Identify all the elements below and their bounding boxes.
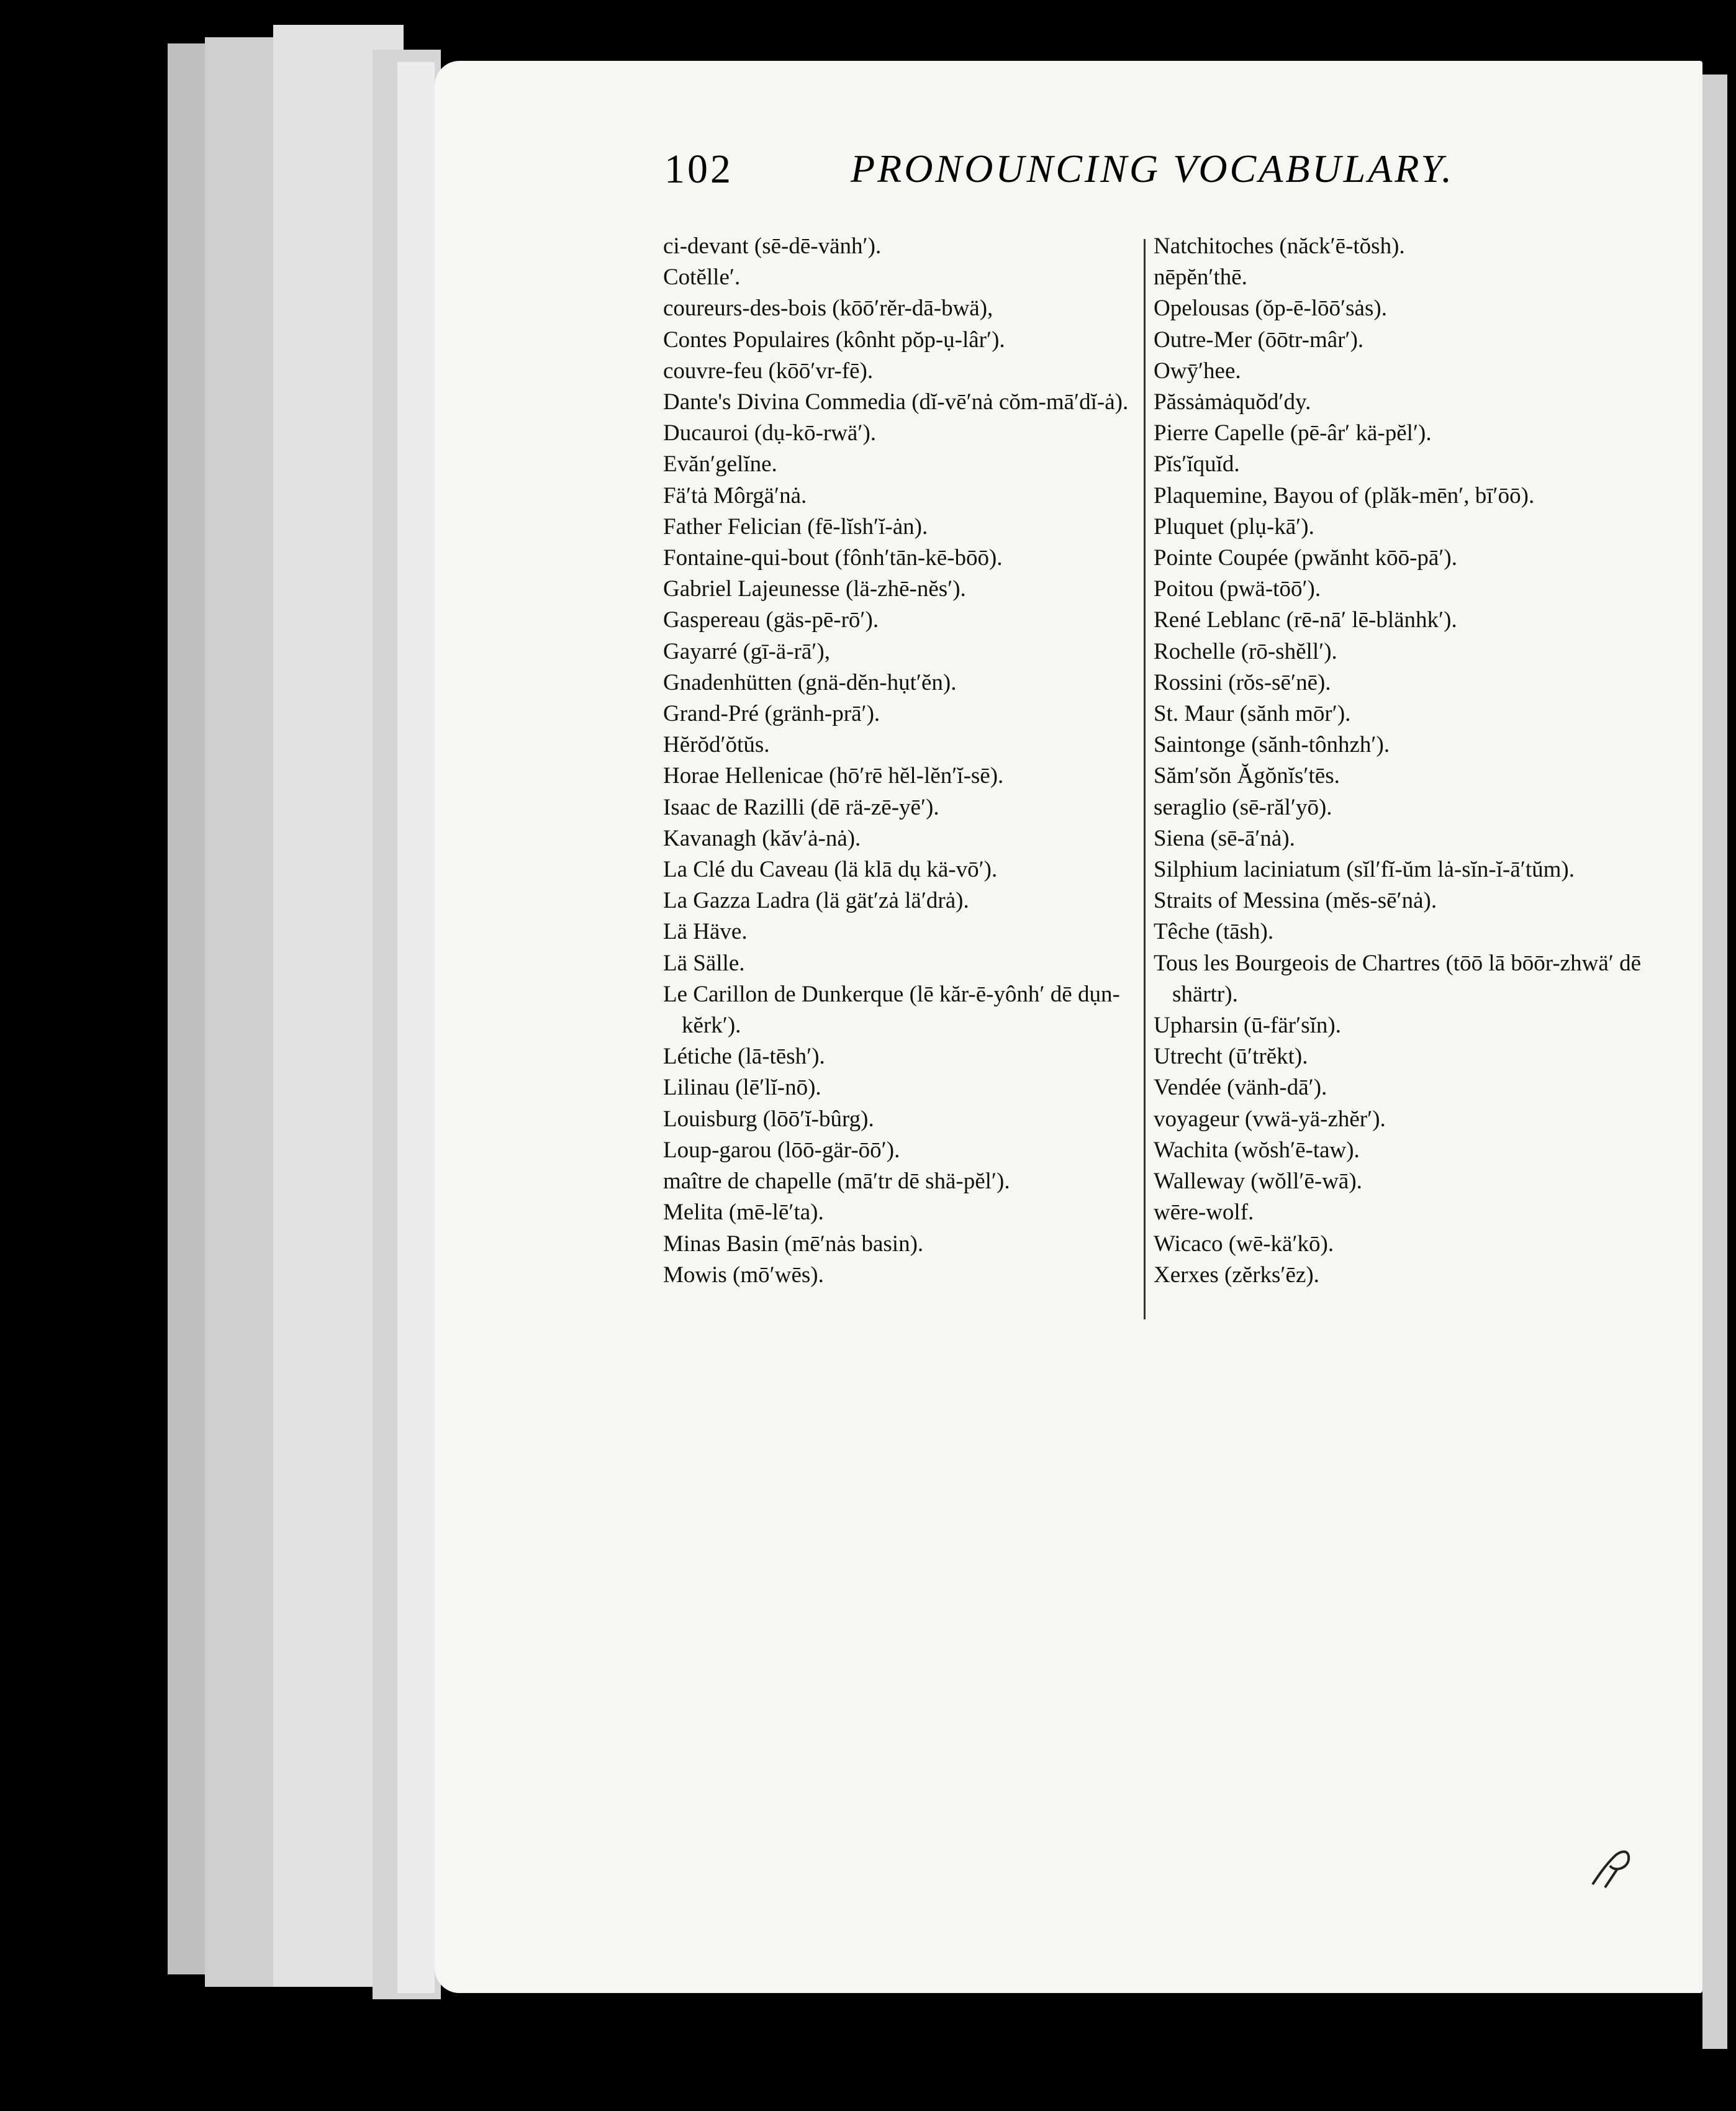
vocabulary-entry: Dante's Divina Commedia (dĭ-vē′nȧ cŏm-mā′dĭ-ȧ). [663, 389, 1129, 415]
vocabulary-entry: Vendée (vänh-dā′). [1154, 1075, 1327, 1101]
vocabulary-entry: Horae Hellenicae (hō′rē hĕl-lĕn′ĭ-sē). [663, 763, 1004, 789]
vocabulary-entry: Saintonge (sănh-tônhzh′). [1154, 732, 1390, 758]
vocabulary-entry: Walleway (wŏll′ē-wā). [1154, 1169, 1362, 1195]
vocabulary-entry: Plaquemine, Bayou of (plăk-mēn′, bī′ōō). [1154, 482, 1535, 509]
vocabulary-entry: Straits of Messina (mĕs-sē′nȧ). [1154, 888, 1437, 914]
vocabulary-entry: Father Felician (fē-lĭsh′ĭ-ȧn). [663, 513, 928, 540]
vocabulary-entry: Loup-garou (lōō-gär-ōō′). [663, 1137, 900, 1163]
vocabulary-entry: St. Maur (sănh mōr′). [1154, 701, 1351, 727]
vocabulary-entry: Le Carillon de Dunkerque (lē kăr-ē-yônh′ dē dụn-kĕrk′). [663, 981, 1120, 1039]
vocabulary-entry: Grand-Pré (gränh-prā′). [663, 701, 880, 727]
vocabulary-entry: Opelousas (ŏp-ē-lōō′sȧs). [1154, 296, 1387, 322]
vocabulary-entry: Pluquet (plụ-kā′). [1154, 513, 1314, 540]
right-column [1154, 231, 1663, 1291]
vocabulary-entry: Săm′sŏn Ăgŏnĭs′tēs. [1154, 763, 1340, 789]
page-number: 102 [664, 147, 733, 192]
vocabulary-entry: seraglio (sē-răl′yō). [1154, 794, 1332, 820]
vocabulary-entry: Fä′tȧ Môrgä′nȧ. [663, 482, 807, 509]
vocabulary-entry: Fontaine-qui-bout (fônh′tān-kē-bōō). [663, 545, 1003, 571]
page-edge-right [1702, 75, 1727, 2049]
vocabulary-entry: Wicaco (wē-kä′kō). [1154, 1231, 1334, 1257]
vocabulary-entry: Silphium laciniatum (sĭl′fĭ-ŭm lȧ-sĭn-ĭ-ā′tŭm). [1154, 857, 1575, 883]
left-column [663, 231, 1141, 1291]
vocabulary-entry: Gaspereau (gäs-pē-rō′). [663, 607, 879, 633]
vocabulary-entry: René Leblanc (rē-nā′ lē-blänhk′). [1154, 607, 1457, 633]
vocabulary-entry: Têche (tāsh). [1154, 919, 1274, 945]
vocabulary-entry: voyageur (vwä-yä-zhĕr′). [1154, 1106, 1386, 1132]
vocabulary-entry: Létiche (lā-tēsh′). [663, 1044, 825, 1070]
vocabulary-entry: Ducauroi (dụ-kō-rwä′). [663, 420, 877, 446]
vocabulary-entry: Utrecht (ū′trĕkt). [1154, 1044, 1308, 1070]
vocabulary-entry: couvre-feu (kōō′vr-fē). [663, 358, 874, 384]
page-edge [205, 37, 279, 1987]
vocabulary-entry: Mowis (mō′wēs). [663, 1262, 824, 1288]
vocabulary-entry: Owȳ′hee. [1154, 358, 1241, 384]
column-divider [1144, 239, 1146, 1319]
vocabulary-entry: Pointe Coupée (pwănht kōō-pā′). [1154, 545, 1457, 571]
vocabulary-entry: maître de chapelle (mā′tr dē shä-pĕl′). [663, 1169, 1010, 1195]
vocabulary-entry: ci-devant (sē-dē-vänh′). [663, 233, 882, 259]
vocabulary-entry: Natchitoches (năck′ē-tŏsh). [1154, 233, 1405, 259]
vocabulary-entry: Rochelle (rō-shĕll′). [1154, 638, 1337, 664]
vocabulary-entry: Lilinau (lē′lĭ-nō). [663, 1075, 821, 1101]
page-edge [397, 62, 435, 1993]
vocabulary-entry: Lä Sälle. [663, 950, 745, 976]
vocabulary-entry: Păssȧmȧquŏd′dy. [1154, 389, 1311, 415]
vocabulary-entry: wēre-wolf. [1154, 1200, 1254, 1226]
vocabulary-entry: Kavanagh (kăv′ȧ-nȧ). [663, 825, 861, 851]
vocabulary-entry: Rossini (rŏs-sē′nē). [1154, 669, 1331, 695]
vocabulary-entry: Cotĕlle′. [663, 264, 741, 291]
vocabulary-entry: nēpĕn′thē. [1154, 264, 1247, 291]
vocabulary-entry: La Gazza Ladra (lä gät′zȧ lä′drȧ). [663, 888, 969, 914]
vocabulary-entry: Pierre Capelle (pē-âr′ kä-pĕl′). [1154, 420, 1432, 446]
vocabulary-entry: Gnadenhütten (gnä-dĕn-hụt′ĕn). [663, 669, 957, 695]
vocabulary-entry: La Clé du Caveau (lä klā dụ kä-vō′). [663, 857, 998, 883]
vocabulary-entry: Lä Häve. [663, 919, 748, 945]
vocabulary-entry: coureurs-des-bois (kōō′rĕr-dā-bwä), [663, 296, 993, 322]
vocabulary-entry: Outre-Mer (ōōtr-mâr′). [1154, 327, 1364, 353]
vocabulary-entry: Minas Basin (mē′nȧs basin). [663, 1231, 924, 1257]
vocabulary-entry: Upharsin (ū-fär′sĭn). [1154, 1013, 1341, 1039]
page-header [664, 146, 1459, 202]
vocabulary-entry: Poitou (pwä-tōō′). [1154, 576, 1321, 602]
vocabulary-entry: Evăn′gelĭne. [663, 451, 777, 477]
vocabulary-entry: Xerxes (zĕrks′ēz). [1154, 1262, 1319, 1288]
handwritten-mark [1586, 1838, 1642, 1894]
vocabulary-entry: Gabriel Lajeunesse (lä-zhē-nĕs′). [663, 576, 966, 602]
vocabulary-entry: Pĭs′ĭquĭd. [1154, 451, 1240, 477]
vocabulary-entry: Gayarré (gī-ä-rā′), [663, 638, 830, 664]
vocabulary-entry: Siena (sē-ā′nȧ). [1154, 825, 1295, 851]
vocabulary-entry: Hĕrŏd′ŏtŭs. [663, 732, 770, 758]
vocabulary-entry: Tous les Bourgeois de Chartres (tōō lā bōōr-zhwä′ dē shärtr). [1154, 950, 1642, 1007]
vocabulary-entry: Louisburg (lōō′ĭ-bûrg). [663, 1106, 874, 1132]
vocabulary-entry: Wachita (wŏsh′ē-taw). [1154, 1137, 1360, 1163]
running-title: PRONOUNCING VOCABULARY. [851, 147, 1454, 191]
vocabulary-entry: Contes Populaires (kônht pŏp-ụ-lâr′). [663, 327, 1005, 353]
vocabulary-entry: Isaac de Razilli (dē rä-zē-yē′). [663, 794, 939, 820]
vocabulary-entry: Melita (mē-lē′ta). [663, 1200, 824, 1226]
